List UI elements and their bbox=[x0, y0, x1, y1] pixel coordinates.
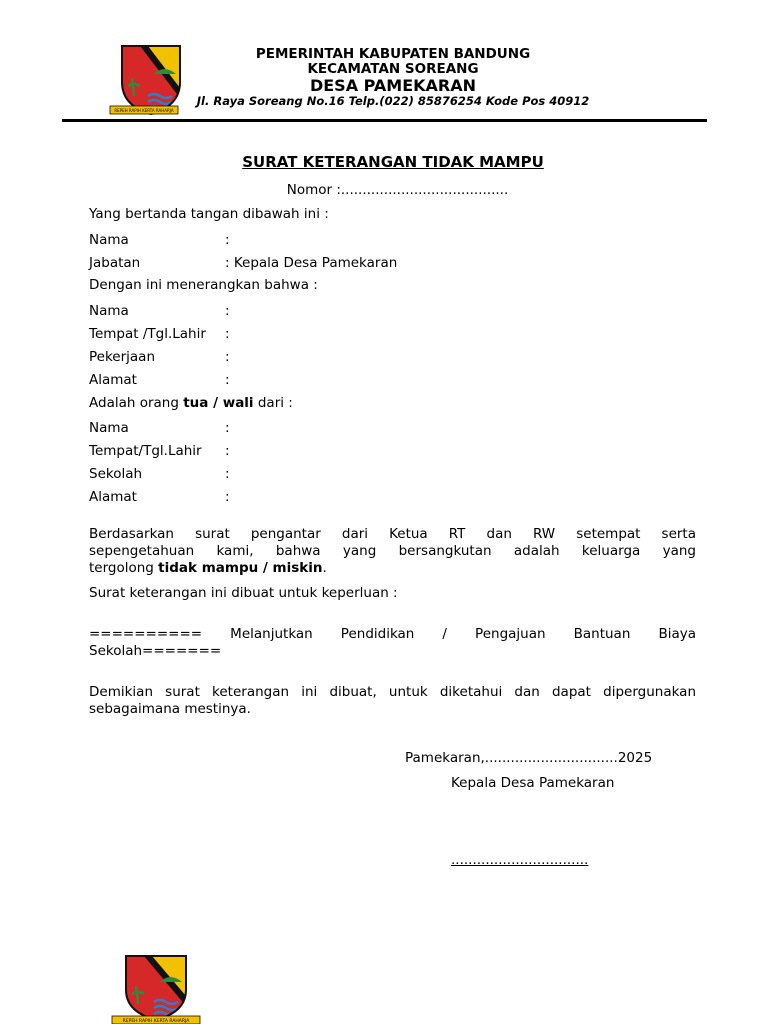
subject-address-label: Alamat bbox=[89, 372, 137, 388]
child-birth-label: Tempat/Tgl.Lahir bbox=[89, 443, 202, 459]
subject-birth-value: : bbox=[225, 326, 230, 342]
purpose-line-1: ========== Melanjutkan Pendidikan / Pengajuan Bantuan Biaya bbox=[89, 626, 696, 642]
intro-text: Yang bertanda tangan dibawah ini : bbox=[89, 206, 329, 222]
basis-line-3: tergolong tidak mampu / miskin. bbox=[89, 560, 327, 576]
header-government: PEMERINTAH KABUPATEN BANDUNG bbox=[255, 46, 531, 62]
logo-motto: REPEH RAPIH KERTA RAHARJA bbox=[114, 108, 174, 113]
closing-line-2: sebagaimana mestinya. bbox=[89, 701, 251, 717]
regency-emblem-logo bbox=[104, 42, 184, 118]
subject-name-label: Nama bbox=[89, 303, 129, 319]
signer-name-value: : bbox=[225, 232, 230, 248]
child-school-label: Sekolah bbox=[89, 466, 143, 482]
closing-line-1: Demikian surat keterangan ini dibuat, untuk diketahui dan dapat dipergunakan bbox=[89, 684, 696, 700]
purpose-intro: Surat keterangan ini dibuat untuk keperluan : bbox=[89, 585, 398, 601]
basis-line-2: sepengetahuan kami, bahwa yang bersangkutan adalah keluarga yang bbox=[89, 543, 696, 559]
logo-motto-bottom: REPEH RAPIH KERTA RAHARJA bbox=[122, 1019, 190, 1024]
signature-place-date: Pamekaran,...............................2025 bbox=[405, 750, 653, 766]
subject-address-value: : bbox=[225, 372, 230, 388]
header-address: Jl. Raya Soreang No.16 Telp.(022) 85876254 Kode Pos 40912 bbox=[196, 94, 590, 108]
regency-emblem-logo-bottom bbox=[108, 952, 204, 1024]
signature-position: Kepala Desa Pamekaran bbox=[451, 775, 615, 791]
subject-birth-label: Tempat /Tgl.Lahir bbox=[89, 326, 206, 342]
basis-line-1: Berdasarkan surat pengantar dari Ketua RT dan RW setempat serta bbox=[89, 526, 696, 542]
signature-name: ................................ bbox=[451, 852, 589, 868]
subject-job-label: Pekerjaan bbox=[89, 349, 156, 365]
purpose-line-2: Sekolah======= bbox=[89, 643, 222, 659]
subject-name-value: : bbox=[225, 303, 230, 319]
basis-bold: tidak mampu / miskin bbox=[158, 560, 323, 576]
parent-line-bold: tua / wali bbox=[183, 395, 254, 411]
header-village: DESA PAMEKARAN bbox=[309, 76, 477, 95]
letter-number: Nomor :....................................... bbox=[286, 182, 509, 198]
child-address-label: Alamat bbox=[89, 489, 137, 505]
child-name-value: : bbox=[225, 420, 230, 436]
statement-text: Dengan ini menerangkan bahwa : bbox=[89, 277, 318, 293]
subject-job-value: : bbox=[225, 349, 230, 365]
letter-title: SURAT KETERANGAN TIDAK MAMPU bbox=[242, 153, 544, 171]
signer-position-value: : Kepala Desa Pamekaran bbox=[225, 255, 398, 271]
child-birth-value: : bbox=[225, 443, 230, 459]
child-school-value: : bbox=[225, 466, 230, 482]
signer-name-label: Nama bbox=[89, 232, 129, 248]
signer-position-label: Jabatan bbox=[89, 255, 141, 271]
child-address-value: : bbox=[225, 489, 230, 505]
parent-line: Adalah orang tua / wali dari : bbox=[89, 395, 293, 411]
header-district: KECAMATAN SOREANG bbox=[307, 61, 479, 77]
header-divider bbox=[62, 119, 707, 122]
child-name-label: Nama bbox=[89, 420, 129, 436]
